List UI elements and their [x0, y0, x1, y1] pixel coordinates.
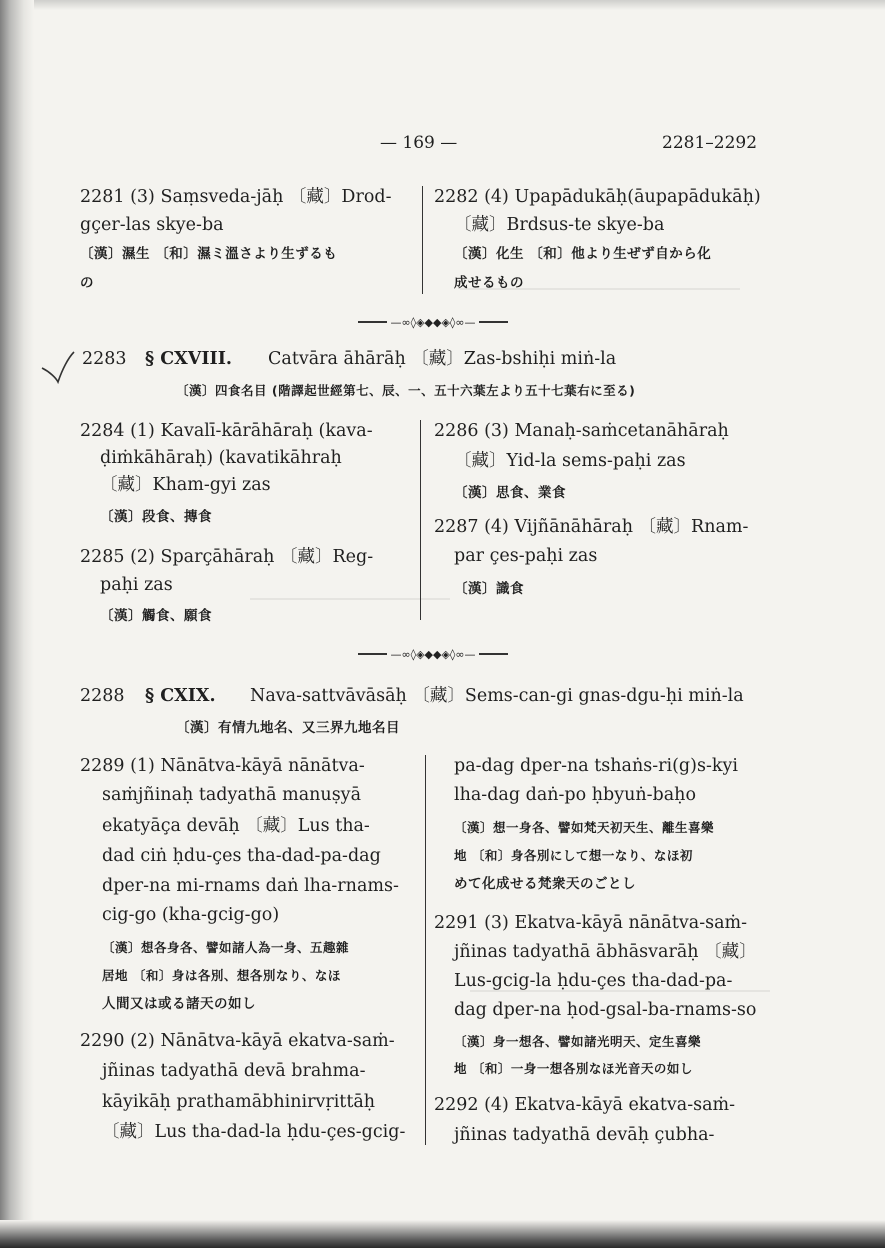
- entry-line: gçer-las skye-ba: [80, 215, 224, 235]
- entry-line: dad ciṅ ḥdu-çes tha-dad-pa-dag: [102, 846, 381, 866]
- entry-line: kāyikāḥ prathamābhinirvṛittāḥ: [102, 1092, 376, 1112]
- section-subtitle-cjk: 〔漢〕有情九地名、又三界九地名目: [176, 720, 400, 736]
- entry-line: dper-na mi-rnams daṅ lha-rnams-: [102, 876, 399, 896]
- entry-line: 〔藏〕Brdsus-te skye-ba: [454, 215, 665, 235]
- entry-line: 2289 (1) Nānātva-kāyā nānātva-: [80, 756, 365, 776]
- entry-line-cjk: 〔漢〕想一身各、譬如梵天初天生、離生喜樂: [454, 820, 715, 835]
- entry-line-cjk: 〔漢〕濕生 〔和〕濕ミ溫さより生ずるも: [80, 246, 338, 262]
- section-number: 2288: [80, 686, 125, 706]
- entry-line-cjk: 成せるもの: [454, 275, 524, 291]
- entry-line: 2287 (4) Vijñānāhāraḥ 〔藏〕Rnam-: [434, 517, 749, 537]
- section-subtitle-cjk: 〔漢〕四食名目 (階譯起世經第七、辰、一、五十六葉左より五十七葉右に至る): [176, 383, 636, 398]
- check-mark-annotation: [40, 350, 76, 386]
- entry-line: 2282 (4) Upapādukāḥ(āupapādukāḥ): [434, 187, 761, 207]
- section-title: Nava-sattvāvāsāḥ 〔藏〕Sems-can-gi gnas-dgu-ḥi miṅ-la: [250, 686, 744, 706]
- entry-line-cjk: 〔漢〕思食、業食: [454, 485, 566, 501]
- page-binding-shadow: [0, 0, 34, 1248]
- section-title: Catvāra āhārāḥ 〔藏〕Zas-bshiḥi miṅ-la: [268, 349, 617, 369]
- entry-line: 〔藏〕Yid-la sems-paḥi zas: [454, 451, 686, 471]
- entry-line: paḥi zas: [100, 575, 173, 595]
- page-number: — 169 —: [380, 133, 458, 153]
- entry-line: pa-dag dper-na tshaṅs-ri(g)s-kyi: [454, 756, 738, 776]
- entry-line: jñinas tadyathā devāḥ çubha-: [454, 1125, 715, 1145]
- page-top-edge: [0, 0, 885, 10]
- entry-line: 2292 (4) Ekatva-kāyā ekatva-saṁ-: [434, 1095, 736, 1115]
- entry-line: jñinas tadyathā devā brahma-: [102, 1061, 366, 1081]
- entry-line-cjk: 〔漢〕想各身各、譬如諸人為一身、五趣雜: [102, 940, 350, 955]
- entry-line-cjk: 〔漢〕識食: [454, 581, 524, 597]
- section-ornament: —∞◊◈◆◆◈◊∞—: [358, 315, 508, 329]
- entry-line-cjk: 〔漢〕段食、摶食: [100, 509, 212, 525]
- entry-line-cjk: めて化成せる梵衆天のごとし: [454, 876, 636, 892]
- entry-line: jñinas tadyathā ābhāsvarāḥ 〔藏〕: [454, 942, 757, 962]
- section-heading: § CXIX.: [145, 686, 216, 706]
- entry-range: 2281–2292: [662, 133, 758, 153]
- entry-line: ḍiṁkāhāraḥ) (kavatikāhraḥ: [100, 448, 342, 468]
- entry-line-cjk: 地 〔和〕身各別にして想一なり、なほ初: [454, 848, 693, 863]
- entry-line: 〔藏〕Lus tha-dad-la ḥdu-çes-gcig-: [102, 1122, 406, 1142]
- page-bottom-edge: [0, 1220, 885, 1248]
- entry-line: ekatyāça devāḥ 〔藏〕Lus tha-: [102, 816, 370, 836]
- entry-line: 2285 (2) Sparçāhāraḥ 〔藏〕Reg-: [80, 547, 374, 567]
- entry-line-cjk: 地 〔和〕一身一想各別なほ光音天の如し: [454, 1061, 693, 1076]
- entry-line-cjk: 〔漢〕身一想各、譬如諸光明天、定生喜樂: [454, 1034, 702, 1049]
- entry-line-cjk: 〔漢〕化生 〔和〕他より生ぜず自から化: [454, 246, 712, 262]
- entry-line: 〔藏〕Kham-gyi zas: [100, 475, 271, 495]
- entry-line-cjk: 人間又は或る諸天の如し: [102, 996, 256, 1012]
- column-divider: [425, 755, 426, 1145]
- entry-line: saṁjñinaḥ tadyathā manuṣyā: [102, 785, 361, 805]
- entry-line: lha-dag daṅ-po ḥbyuṅ-baḥo: [454, 785, 696, 805]
- entry-line-cjk: 〔漢〕觸食、願食: [100, 608, 212, 624]
- section-ornament: —∞◊◈◆◆◈◊∞—: [358, 647, 508, 661]
- entry-line: 2290 (2) Nānātva-kāyā ekatva-saṁ-: [80, 1031, 395, 1051]
- section-number: 2283: [82, 349, 127, 369]
- entry-line-cjk: 居地 〔和〕身は各別、想各別なり、なほ: [102, 968, 341, 983]
- column-divider: [422, 186, 423, 294]
- entry-line: par çes-paḥi zas: [454, 546, 598, 566]
- entry-line: cig-go (kha-gcig-go): [102, 905, 280, 925]
- entry-line: 2281 (3) Saṃsveda-jāḥ 〔藏〕Drod-: [80, 187, 392, 207]
- section-heading: § CXVIII.: [145, 349, 232, 369]
- entry-line: Lus-gcig-la ḥdu-çes tha-dad-pa-: [454, 971, 733, 991]
- entry-line-cjk: の: [80, 275, 94, 291]
- entry-line: dag dper-na ḥod-gsal-ba-rnams-so: [454, 1000, 757, 1020]
- column-divider: [420, 420, 421, 620]
- entry-line: 2291 (3) Ekatva-kāyā nānātva-saṁ-: [434, 913, 748, 933]
- entry-line: 2286 (3) Manaḥ-saṁcetanāhāraḥ: [434, 421, 729, 441]
- entry-line: 2284 (1) Kavalī-kārāhāraḥ (kava-: [80, 421, 373, 441]
